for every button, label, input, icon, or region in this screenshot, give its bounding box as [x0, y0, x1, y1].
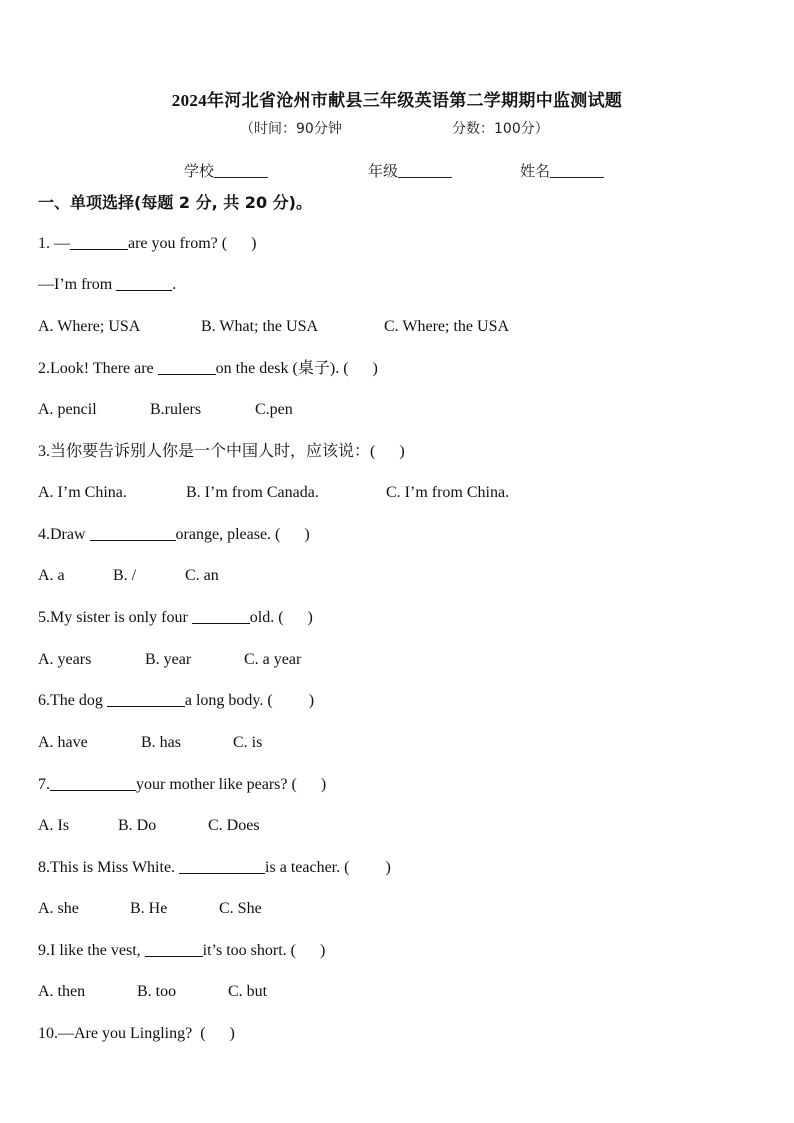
grade-blank[interactable]: [398, 162, 452, 178]
option-a[interactable]: A. years: [38, 651, 92, 668]
answer-blank[interactable]: [158, 359, 216, 375]
question-text: are you from? ( ): [128, 235, 257, 252]
question-text: is a teacher. ( ): [265, 859, 391, 876]
question-text: 2.Look! There are: [38, 360, 154, 377]
answer-blank[interactable]: [179, 858, 265, 874]
option-a[interactable]: A. Is: [38, 817, 70, 834]
option-a[interactable]: A. a: [38, 567, 65, 584]
option-c[interactable]: C. I’m from China.: [386, 484, 510, 501]
question-text: 5.My sister is only four: [38, 609, 188, 626]
option-b[interactable]: B. He: [130, 900, 168, 917]
option-c[interactable]: C. an: [185, 567, 219, 584]
option-a[interactable]: A. she: [38, 900, 79, 917]
question-3: [38, 442, 405, 462]
option-a[interactable]: A. pencil: [38, 401, 97, 418]
school-label: 学校: [184, 162, 215, 180]
option-b[interactable]: B. I’m from Canada.: [186, 484, 319, 501]
question-text: old. ( ): [249, 609, 313, 626]
question-text: a long body. ( ): [184, 692, 315, 709]
option-b[interactable]: B. has: [141, 734, 181, 751]
exam-score: 分数：100分）: [452, 121, 549, 137]
question-text: 9.I like the vest,: [38, 942, 141, 959]
option-c[interactable]: C. Where; the USA: [384, 318, 510, 335]
answer-blank[interactable]: [145, 941, 203, 957]
option-c[interactable]: C. is: [233, 734, 263, 751]
question-2: [38, 359, 378, 379]
question-5: [38, 608, 313, 628]
question-4: [38, 525, 310, 545]
option-b[interactable]: B. Do: [118, 817, 157, 834]
question-text: 1. —: [38, 235, 70, 252]
option-b[interactable]: B. /: [113, 567, 137, 584]
option-b[interactable]: B.rulers: [150, 401, 202, 418]
question-text: orange, please. ( ): [175, 526, 310, 543]
answer-blank[interactable]: [107, 691, 185, 707]
answer-blank[interactable]: [116, 275, 172, 291]
question-text: 10.—Are you Lingling? ( ): [38, 1025, 235, 1042]
question-text: your mother like pears? ( ): [136, 776, 327, 793]
answer-blank[interactable]: [50, 775, 136, 791]
question-text: on the desk (桌子). ( ): [215, 360, 378, 377]
question-text: —I’m from: [38, 276, 113, 293]
grade-label: 年级: [368, 162, 399, 180]
question-10: [38, 1024, 235, 1044]
exam-time: （时间：90分钟: [240, 121, 342, 137]
question-7: [38, 775, 326, 795]
question-1: [38, 234, 256, 254]
option-b[interactable]: B. too: [137, 983, 177, 1000]
question-text: 4.Draw: [38, 526, 86, 543]
option-c[interactable]: C. Does: [208, 817, 260, 834]
answer-blank[interactable]: [192, 608, 250, 624]
option-b[interactable]: B. What; the USA: [201, 318, 319, 335]
section-title: 一、单项选择(每题 2 分, 共 20 分)。: [38, 193, 312, 212]
school-field: [184, 160, 268, 181]
option-c[interactable]: C. a year: [244, 651, 302, 668]
school-blank[interactable]: [214, 162, 268, 178]
question-text: 7.: [38, 776, 50, 793]
name-blank[interactable]: [550, 162, 604, 178]
option-c[interactable]: C. She: [219, 900, 262, 917]
option-c[interactable]: C.pen: [255, 401, 293, 418]
question-1-line2: [38, 275, 176, 295]
name-label: 姓名: [520, 162, 551, 180]
option-c[interactable]: C. but: [228, 983, 268, 1000]
option-a[interactable]: A. I’m China.: [38, 484, 127, 501]
option-b[interactable]: B. year: [145, 651, 192, 668]
question-text: 3.当你要告诉别人你是一个中国人时，应该说：( ): [38, 443, 405, 460]
question-text: 8.This is Miss White.: [38, 859, 176, 876]
option-a[interactable]: A. Where; USA: [38, 318, 141, 335]
question-text: it’s too short. ( ): [202, 942, 326, 959]
answer-blank[interactable]: [90, 525, 176, 541]
answer-blank[interactable]: [70, 234, 128, 250]
question-text: .: [172, 276, 177, 293]
name-field: [520, 160, 604, 181]
exam-title: 2024年河北省沧州市献县三年级英语第二学期期中监测试题: [171, 91, 623, 110]
grade-field: [368, 160, 452, 181]
question-9: [38, 941, 325, 961]
question-8: [38, 858, 391, 878]
option-a[interactable]: A. have: [38, 734, 88, 751]
option-a[interactable]: A. then: [38, 983, 86, 1000]
question-text: 6.The dog: [38, 692, 103, 709]
question-6: [38, 691, 314, 711]
